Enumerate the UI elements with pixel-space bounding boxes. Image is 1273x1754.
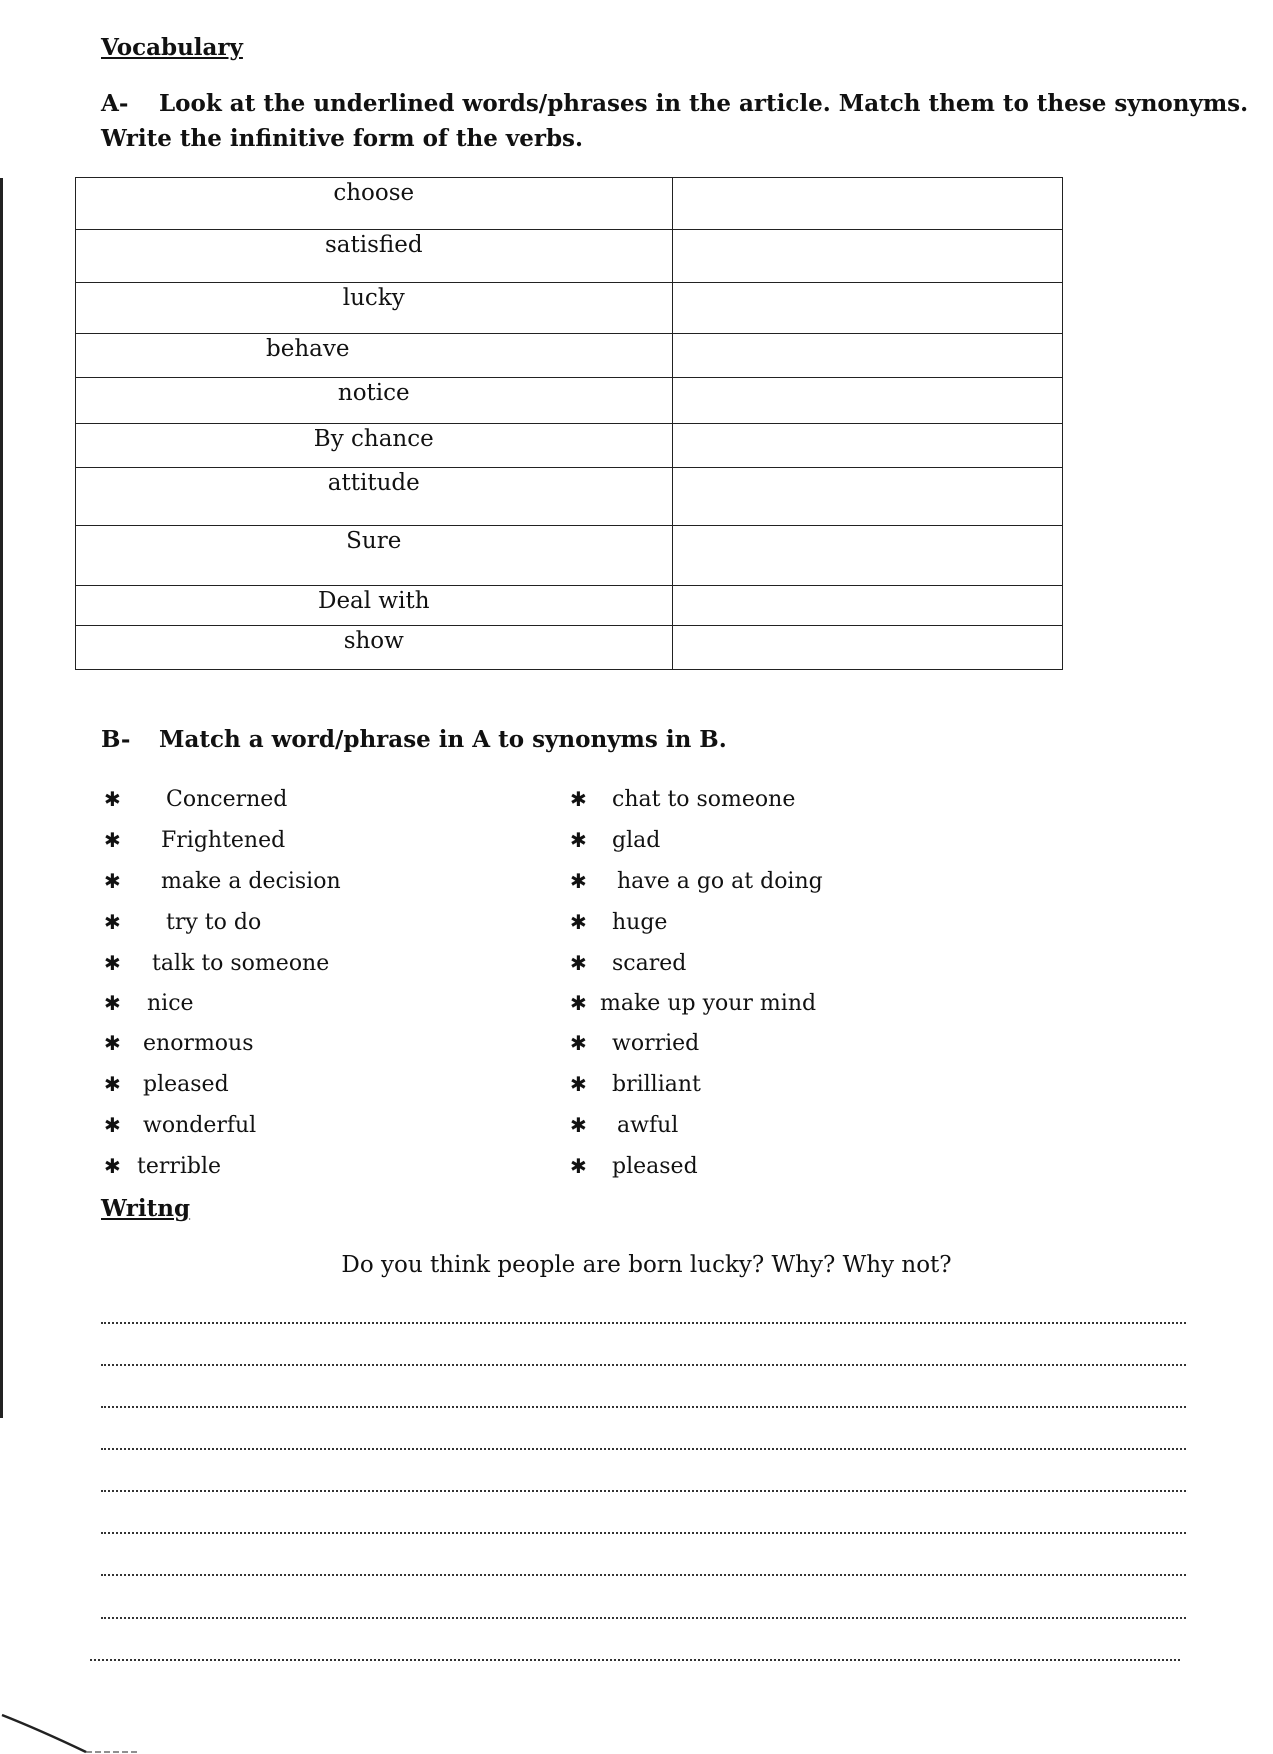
column-a-word: enormous <box>143 1031 254 1056</box>
table-row <box>76 626 1063 670</box>
star-bullet-icon: ✱ <box>104 1072 121 1096</box>
column-b-word: glad <box>612 828 661 853</box>
writing-line[interactable] <box>101 1448 1186 1450</box>
writing-line[interactable] <box>101 1322 1186 1324</box>
vocab-word: lucky <box>76 283 673 334</box>
star-bullet-icon: ✱ <box>570 1072 587 1096</box>
section-b-letter: B- <box>101 726 131 753</box>
answer-cell[interactable] <box>672 468 1062 526</box>
table-row <box>76 378 1063 424</box>
star-bullet-icon: ✱ <box>570 1031 587 1055</box>
vocab-word: Deal with <box>76 586 673 626</box>
star-bullet-icon: ✱ <box>104 1113 121 1137</box>
writing-line[interactable] <box>101 1574 1186 1576</box>
star-bullet-icon: ✱ <box>104 951 121 975</box>
column-a-word: wonderful <box>143 1113 257 1138</box>
answer-cell[interactable] <box>672 626 1062 670</box>
star-bullet-icon: ✱ <box>570 951 587 975</box>
column-b-word: pleased <box>612 1154 698 1179</box>
section-b-instruction <box>101 722 727 757</box>
writing-line[interactable] <box>101 1364 1186 1366</box>
answer-cell[interactable] <box>672 424 1062 468</box>
section-a-instruction <box>101 86 1248 156</box>
column-a-word: make a decision <box>161 869 341 894</box>
star-bullet-icon: ✱ <box>104 991 121 1015</box>
star-bullet-icon: ✱ <box>570 787 587 811</box>
answer-cell[interactable] <box>672 378 1062 424</box>
star-bullet-icon: ✱ <box>570 1154 587 1178</box>
star-bullet-icon: ✱ <box>104 1154 121 1178</box>
star-bullet-icon: ✱ <box>104 787 121 811</box>
answer-cell[interactable] <box>672 334 1062 378</box>
margin-line <box>0 178 3 1418</box>
writing-line[interactable] <box>101 1490 1186 1492</box>
writing-line[interactable] <box>101 1532 1186 1534</box>
column-b-word: huge <box>612 910 668 935</box>
column-b-word: brilliant <box>612 1072 701 1097</box>
column-b-word: make up your mind <box>600 991 817 1016</box>
column-b-word: scared <box>612 951 687 976</box>
table-row <box>76 178 1063 230</box>
star-bullet-icon: ✱ <box>104 828 121 852</box>
answer-cell[interactable] <box>672 230 1062 283</box>
column-a-word: talk to someone <box>152 951 330 976</box>
vocabulary-title: Vocabulary <box>101 34 243 61</box>
writing-line[interactable] <box>90 1659 1180 1661</box>
column-a-word: pleased <box>143 1072 229 1097</box>
vocabulary-table <box>75 177 1063 670</box>
table-row <box>76 526 1063 586</box>
section-a-letter: A- <box>101 90 129 117</box>
column-b-word: have a go at doing <box>617 869 823 894</box>
table-row <box>76 283 1063 334</box>
answer-cell[interactable] <box>672 178 1062 230</box>
star-bullet-icon: ✱ <box>570 828 587 852</box>
column-a-word: Concerned <box>166 787 288 812</box>
answer-cell[interactable] <box>672 586 1062 626</box>
star-bullet-icon: ✱ <box>570 991 587 1015</box>
star-bullet-icon: ✱ <box>570 869 587 893</box>
scan-mark-icon <box>0 1700 140 1754</box>
table-row <box>76 468 1063 526</box>
answer-cell[interactable] <box>672 526 1062 586</box>
vocab-word: behave <box>76 334 673 378</box>
vocab-word: Sure <box>76 526 673 586</box>
star-bullet-icon: ✱ <box>104 869 121 893</box>
column-a-word: try to do <box>166 910 262 935</box>
column-a-word: nice <box>147 991 194 1016</box>
vocab-word: satisfied <box>76 230 673 283</box>
table-row <box>76 424 1063 468</box>
writing-line[interactable] <box>101 1406 1186 1408</box>
writing-prompt: Do you think people are born lucky? Why? Why not? <box>341 1252 952 1278</box>
column-a-word: terrible <box>137 1154 222 1179</box>
column-b-word: chat to someone <box>612 787 796 812</box>
vocab-word: attitude <box>76 468 673 526</box>
column-a-word: Frightened <box>161 828 286 853</box>
star-bullet-icon: ✱ <box>570 910 587 934</box>
star-bullet-icon: ✱ <box>104 910 121 934</box>
section-a-line2: Write the infinitive form of the verbs. <box>101 125 583 152</box>
table-row <box>76 334 1063 378</box>
answer-cell[interactable] <box>672 283 1062 334</box>
table-row <box>76 230 1063 283</box>
writing-title: Writng <box>101 1195 191 1222</box>
section-b-text: Match a word/phrase in A to synonyms in B. <box>159 726 727 753</box>
column-b-word: awful <box>617 1113 679 1138</box>
star-bullet-icon: ✱ <box>570 1113 587 1137</box>
vocab-word: choose <box>76 178 673 230</box>
table-row <box>76 586 1063 626</box>
vocab-word: show <box>76 626 673 670</box>
star-bullet-icon: ✱ <box>104 1031 121 1055</box>
vocab-word: notice <box>76 378 673 424</box>
vocab-word: By chance <box>76 424 673 468</box>
section-a-line1: Look at the underlined words/phrases in the article. Match them to these synonyms. <box>159 90 1249 117</box>
column-b-word: worried <box>612 1031 700 1056</box>
writing-line[interactable] <box>101 1617 1186 1619</box>
